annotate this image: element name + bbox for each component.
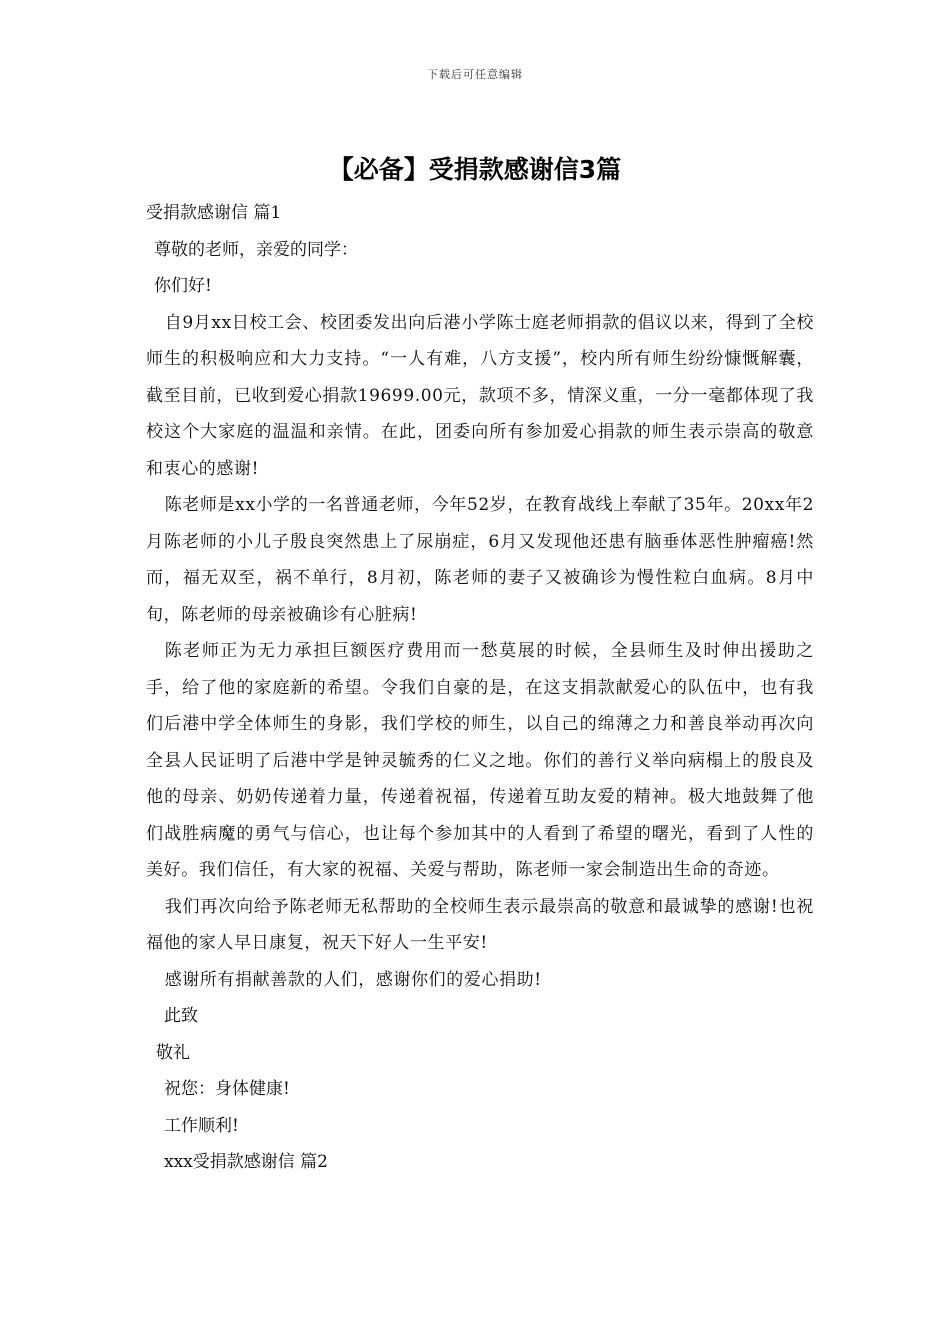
body-paragraph-2: 陈老师是xx小学的一名普通老师，今年52岁，在教育战线上奉献了35年。20xx年2月陈老师的小儿子殷良突然患上了尿崩症，6月又发现他还患有脑垂体恶性肿瘤癌!然而，福无双至，祸不单行，8月初，陈老师的妻子又被确诊为慢性粒白血病。8月中旬，陈老师的母亲被确诊有心脏病! <box>146 495 814 625</box>
closing-salute: 敬礼 <box>156 1042 190 1063</box>
closing-line: 此致 <box>164 1006 198 1026</box>
wish-line-1: 祝您：身体健康! <box>164 1079 290 1099</box>
body-paragraph-1: 自9月xx日校工会、校团委发出向后港小学陈士庭老师捐款的倡议以来，得到了全校师生的积极响应和大力支持。“一人有难，八方支援”，校内所有师生纷纷慷慨解囊，截至目前，已收到爱心捐款19699.00元，款项不多，情深义重，一分一毫都体现了我校这个大家庭的温温和亲情。在此，团委向所有参加爱心捐款的师生表示崇高的敬意和衷心的感谢! <box>146 312 814 479</box>
section-heading-2: xxx受捐款感谢信 篇2 <box>164 1152 328 1172</box>
section-heading-1: 受捐款感谢信 篇1 <box>146 203 282 223</box>
greeting: 你们好! <box>154 276 212 296</box>
body-paragraph-5: 感谢所有捐献善款的人们，感谢你们的爱心捐助! <box>164 969 542 990</box>
body-paragraph-4: 我们再次向给予陈老师无私帮助的全校师生表示最崇高的敬意和最诚挚的感谢!也祝福他的家人早日康复，祝天下好人一生平安! <box>146 896 814 953</box>
salutation: 尊敬的老师，亲爱的同学： <box>154 239 358 260</box>
document-title: 【必备】受捐款感谢信3篇 <box>328 155 622 184</box>
wish-line-2: 工作顺利! <box>164 1115 239 1136</box>
header-note: 下载后可任意编辑 <box>427 68 523 81</box>
document-body <box>146 195 814 1181</box>
body-paragraph-3: 陈老师正为无力承担巨额医疗费用而一愁莫展的时候，全县师生及时伸出援助之手，给了他的家庭新的希望。令我们自豪的是，在这支捐款献爱心的队伍中，也有我们后港中学全体师生的身影，我们学校的师生，以自己的绵薄之力和善良举动再次向全县人民证明了后港中学是钟灵毓秀的仁义之地。你们的善行义举向病榻上的殷良及他的母亲、奶奶传递着力量，传递着祝福，传递着互助友爱的精神。极大地鼓舞了他们战胜病魔的勇气与信心，也让每个参加其中的人看到了希望的曙光，看到了人性的美好。我们信任，有大家的祝福、关爱与帮助，陈老师一家会制造出生命的奇迹。 <box>146 641 814 880</box>
